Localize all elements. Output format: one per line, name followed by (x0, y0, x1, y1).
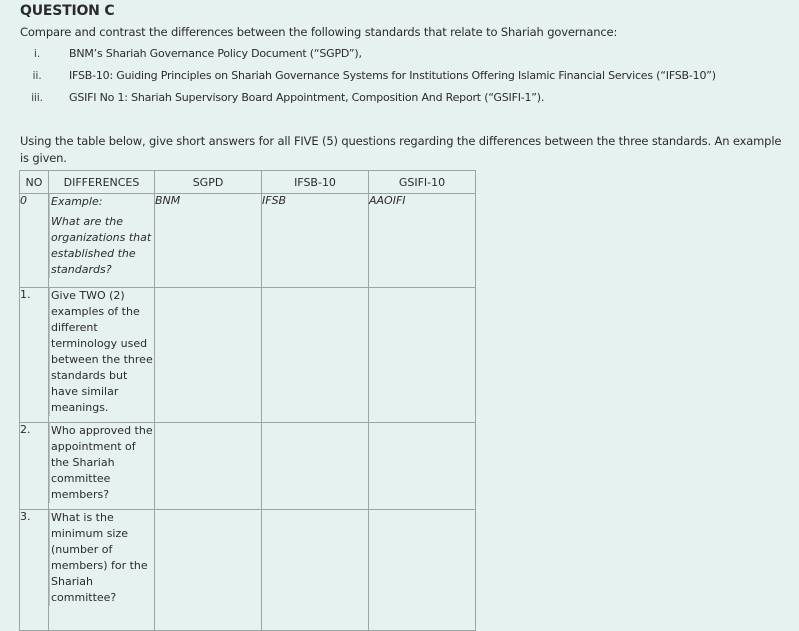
table-row-example (20, 194, 476, 288)
standard-text: IFSB-10: Guiding Principles on Shariah Governance Systems for Institutions Offering Islamic Financial Services (“IFSB-10”) (69, 69, 716, 82)
answer-cell-ifsb[interactable] (262, 510, 369, 631)
header-ifsb: IFSB-10 (262, 171, 369, 194)
standard-text: BNM’s Shariah Governance Policy Document (“SGPD”), (69, 47, 362, 60)
standard-text: GSIFI No 1: Shariah Supervisory Board Appointment, Composition And Report (“GSIFI-1”). (69, 91, 545, 104)
example-answer-ifsb[interactable]: IFSB (262, 194, 369, 288)
example-cell[interactable] (49, 194, 155, 288)
header-gsifi: GSIFI-10 (369, 171, 476, 194)
table-header-row (20, 171, 476, 194)
answer-cell-sgpd[interactable] (155, 288, 262, 423)
example-label: Example: (51, 195, 103, 208)
header-sgpd: SGPD (155, 171, 262, 194)
header-no: NO (20, 171, 49, 194)
answer-cell-gsifi[interactable] (369, 423, 476, 510)
table-row (20, 288, 476, 423)
answer-cell-ifsb[interactable] (262, 423, 369, 510)
answer-cell-sgpd[interactable] (155, 423, 262, 510)
question-cell[interactable] (49, 288, 155, 423)
answer-cell-gsifi[interactable] (369, 510, 476, 631)
answer-cell-gsifi[interactable] (369, 288, 476, 423)
row-number: 2. (20, 423, 49, 510)
question-title: QUESTION C (20, 3, 115, 19)
standard-number: ii. (32, 69, 42, 82)
question-text: Give TWO (2) examples of the different terminology used between the three standards but have similar meanings. (51, 289, 153, 414)
question-text: What is the minimum size (number of members) for the Shariah committee? (49, 510, 154, 606)
standard-number: iii. (31, 91, 43, 104)
standard-number: i. (33, 47, 41, 60)
answer-table (19, 170, 476, 631)
example-answer-gsifi[interactable]: AAOIFI (369, 194, 476, 288)
instructions: Using the table below, give short answers for all FIVE (5) questions regarding the differences between the three standards. An example is given. (20, 134, 782, 165)
example-answer-sgpd[interactable]: BNM (155, 194, 262, 288)
header-differences: DIFFERENCES (49, 171, 155, 194)
question-cell[interactable] (49, 510, 155, 631)
question-cell[interactable] (49, 423, 155, 510)
question-text: Who approved the appointment of the Shariah committee members? (51, 424, 153, 501)
row-number: 0 (20, 194, 49, 288)
table-row (20, 423, 476, 510)
question-intro: Compare and contrast the differences between the following standards that relate to Shariah governance: (20, 25, 618, 39)
row-number: 1. (20, 288, 49, 423)
row-number: 3. (20, 510, 49, 631)
answer-cell-sgpd[interactable] (155, 510, 262, 631)
answer-cell-ifsb[interactable] (262, 288, 369, 423)
example-question: What are the organizations that established the standards? (51, 215, 152, 276)
table-row (20, 510, 476, 631)
